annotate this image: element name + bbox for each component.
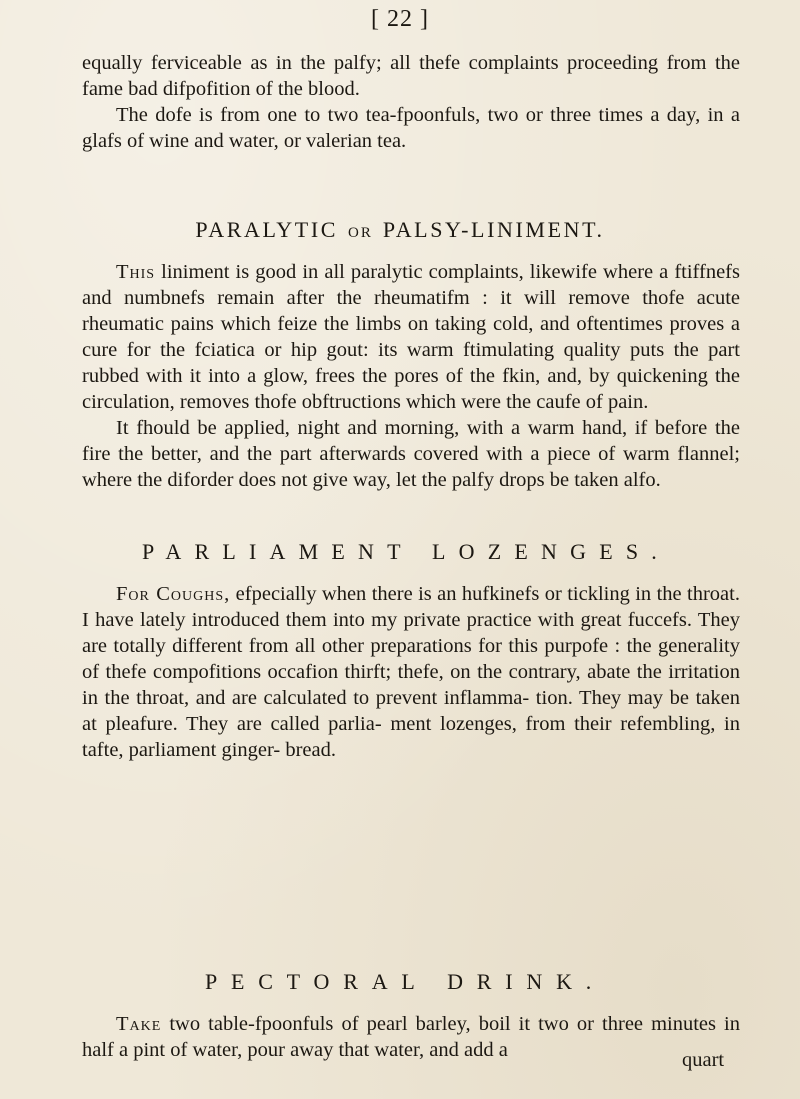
lozenges-paragraph [82, 581, 740, 763]
liniment-lead-word: This [116, 261, 156, 283]
catchword: quart [682, 1049, 725, 1071]
liniment-paragraph-1 [82, 259, 740, 415]
heading-word-palsy-liniment: PALSY-LINIMENT. [382, 217, 605, 242]
heading-word-or: OR [348, 225, 373, 241]
section-heading-parliament-lozenges: PARLIAMENT LOZENGES. [141, 539, 670, 564]
liniment-paragraph-2: It fhould be applied, night and morning, with a warm hand, if before the fire the better, and the part afterwards covered with a piece of warm flannel; where the diforder does not give way, let the palfy drops be taken alfo. [82, 417, 740, 491]
dose-paragraph: The dofe is from one to two tea-fpoonfuls, two or three times a day, in a glafs of wine and water, or valerian tea. [82, 104, 740, 152]
pectoral-paragraph [82, 1011, 740, 1063]
lozenges-text: efpecially when there is an hufkinefs or tickling in the throat. I have lately introduced them into my private practice with great fuccefs. They are totally different from all other preparations for this purpofe : the generality of thefe compofitions occafion thirft; thefe, on the contrary, abate the irritation in the throat, and are calculated to prevent inflamma- tion. They may be taken at pleafure. They are called parlia- ment lozenges, from their refembling, in tafte, parliament ginger- bread. [82, 583, 740, 761]
page-number: [ 22 ] [371, 6, 429, 32]
pectoral-lead-word: Take [116, 1013, 162, 1035]
lozenges-lead-words: For Coughs, [116, 583, 231, 605]
liniment-text-1: liniment is good in all paralytic complaints, likewife where a ftiffnefs and numbnefs remain after the rheumatifm : it will remove thofe acute rheumatic pains which feize the limbs on taking cold, and oftentimes proves a cure for the fciatica or hip gout: its warm ftimulating quality puts the part rubbed with it into a glow, frees the pores of the fkin, and, by quickening the circulation, removes thofe obftructions which were the caufe of pain. [82, 261, 740, 413]
section-heading-pectoral-drink: PECTORAL DRINK. [204, 969, 606, 994]
heading-word-paralytic: PARALYTIC [195, 217, 339, 242]
intro-paragraph: equally ferviceable as in the palfy; all thefe complaints proceeding from the fame bad difpofition of the blood. [82, 52, 740, 100]
section-heading-palsy-liniment [0, 217, 800, 243]
pectoral-text: two table-fpoonfuls of pearl barley, boil it two or three minutes in half a pint of water, pour away that water, and add a [82, 1013, 740, 1061]
